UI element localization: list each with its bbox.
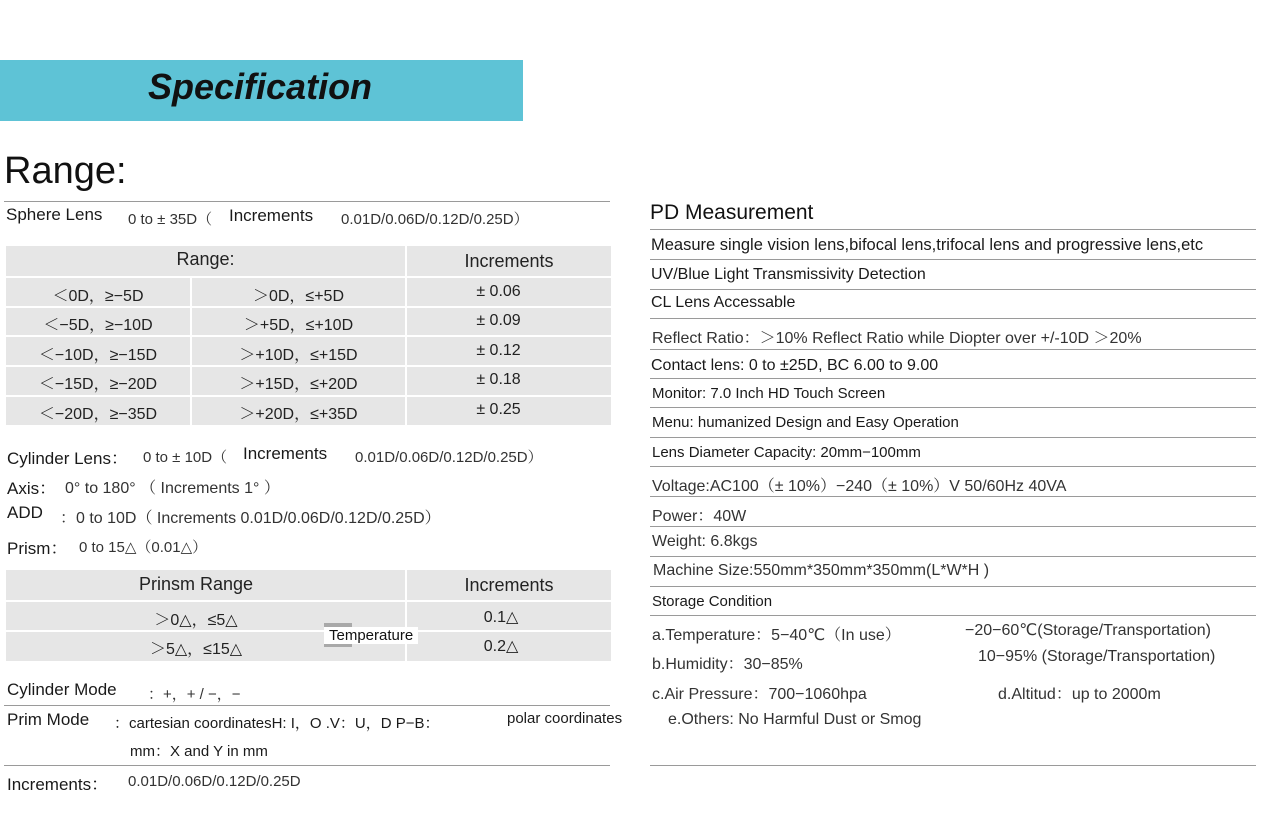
prism-row-2-range: ＞5△，≤15△ <box>149 641 243 658</box>
spec-line-uv: UV/Blue Light Transmissivity Detection <box>651 266 926 283</box>
prism-label: Prism： <box>7 539 68 558</box>
prim-mode-line2: mm：X and Y in mm <box>130 743 268 760</box>
cylinder-mode-value: ：+，+ / −，− <box>148 686 241 703</box>
add-value: ：0 to 10D（ Increments 0.01D/0.06D/0.12D/0.25D） <box>60 510 441 527</box>
table-row-2-pos: ＞+5D，≤+10D <box>243 317 354 334</box>
spec-line-menu: Menu: humanized Design and Easy Operation <box>652 414 959 431</box>
prism-row-1-inc: 0.1△ <box>483 609 519 626</box>
sphere-increments-label: Increments <box>229 206 314 225</box>
table-row-4-neg: ＜−15D，≥−20D <box>38 376 158 393</box>
table-row-4-pos: ＞+15D，≤+20D <box>239 376 358 393</box>
divider <box>650 378 1256 379</box>
table-row-2-inc: ± 0.09 <box>476 312 521 329</box>
spec-line-weight: Weight: 6.8kgs <box>652 533 758 550</box>
spec-line-cl: CL Lens Accessable <box>651 294 796 311</box>
table-row-3-inc: ± 0.12 <box>476 342 521 359</box>
prism-value: 0 to 15△（0.01△） <box>79 539 208 556</box>
table-header-range: Range: <box>176 249 235 269</box>
cylinder-increments-values: 0.01D/0.06D/0.12D/0.25D） <box>355 449 543 466</box>
divider <box>650 407 1256 408</box>
cylinder-increments-label: Increments <box>243 444 328 463</box>
sphere-range: 0 to ± 35D（ <box>128 211 213 228</box>
storage-humidity-in-use: b.Humidity：30−85% <box>652 656 803 673</box>
divider <box>650 526 1256 527</box>
storage-air-pressure: c.Air Pressure：700−1060hpa <box>652 686 867 703</box>
divider <box>650 765 1256 766</box>
spec-line-lens-diameter: Lens Diameter Capacity: 20mm−100mm <box>652 444 921 461</box>
table-row-4-inc: ± 0.18 <box>476 371 521 388</box>
spec-line-lens-types: Measure single vision lens,bifocal lens,trifocal lens and progressive lens,etc <box>651 236 1204 254</box>
divider <box>4 705 610 706</box>
storage-humidity-transport: 10−95% (Storage/Transportation) <box>978 648 1216 665</box>
divider <box>650 615 1256 616</box>
prism-row-1-range: ＞0△，≤5△ <box>154 612 238 629</box>
divider <box>650 586 1256 587</box>
cylinder-range: 0 to ± 10D（ <box>143 449 228 466</box>
cylinder-mode-label: Cylinder Mode <box>7 680 117 699</box>
spec-line-power: Power：40W <box>652 508 747 525</box>
spec-line-voltage: Voltage:AC100（± 10%）−240（± 10%）V 50/60Hz 40VA <box>652 478 1067 495</box>
add-label: ADD <box>7 503 43 522</box>
axis-value: 0° to 180° （ Increments 1° ） <box>65 480 280 497</box>
table-row-5-pos: ＞+20D，≤+35D <box>239 406 358 423</box>
table-header-increments: Increments <box>464 251 554 271</box>
divider <box>650 229 1256 230</box>
prim-mode-line1: ：cartesian coordinatesH: I，O .V：U，D P−B： <box>114 715 440 732</box>
table-row-5-neg: ＜−20D，≥−35D <box>38 406 158 423</box>
divider <box>650 259 1256 260</box>
table-row-2-neg: ＜−5D，≥−10D <box>43 317 153 334</box>
storage-others: e.Others: No Harmful Dust or Smog <box>668 711 922 728</box>
increments-label: Increments： <box>7 775 109 794</box>
table-row-1-inc: ± 0.06 <box>476 283 521 300</box>
divider <box>650 318 1256 319</box>
prim-mode-label: Prim Mode <box>7 710 90 729</box>
cylinder-label: Cylinder Lens： <box>7 449 128 468</box>
prim-mode-polar: polar coordinates <box>507 710 623 727</box>
divider <box>4 765 610 766</box>
spec-line-reflect: Reflect Ratio：＞10% Reflect Ratio while Diopter over +/-10D ＞20% <box>652 330 1142 347</box>
axis-label: Axis： <box>7 479 57 498</box>
table-row-1-pos: ＞0D，≤+5D <box>252 288 345 305</box>
storage-temperature-transport: −20−60℃(Storage/Transportation) <box>965 622 1211 639</box>
sphere-range-table <box>6 246 611 425</box>
sphere-label: Sphere Lens <box>6 205 103 224</box>
divider <box>650 556 1256 557</box>
divider <box>650 496 1256 497</box>
spec-line-storage-condition: Storage Condition <box>652 593 773 610</box>
divider <box>650 466 1256 467</box>
range-heading: Range: <box>4 150 127 192</box>
prism-range-table <box>6 570 611 661</box>
prism-row-2-inc: 0.2△ <box>483 638 519 655</box>
divider <box>4 201 610 202</box>
spec-line-contact: Contact lens: 0 to ±25D, BC 6.00 to 9.00 <box>651 357 939 374</box>
table-row-3-pos: ＞+10D，≤+15D <box>239 347 358 364</box>
temperature-overlay-label: Temperature <box>324 623 418 647</box>
divider <box>650 437 1256 438</box>
spec-line-machine-size: Machine Size:550mm*350mm*350mm(L*W*H ) <box>653 562 990 579</box>
divider <box>650 349 1256 350</box>
table-row-3-neg: ＜−10D，≥−15D <box>38 347 158 364</box>
storage-temperature-in-use: a.Temperature：5−40℃（In use） <box>652 627 901 644</box>
table-row-5-inc: ± 0.25 <box>476 401 521 418</box>
sphere-increments-values: 0.01D/0.06D/0.12D/0.25D） <box>341 211 529 228</box>
spec-line-monitor: Monitor: 7.0 Inch HD Touch Screen <box>652 385 886 402</box>
specification-title: Specification <box>148 66 373 107</box>
storage-altitude: d.Altitud：up to 2000m <box>998 686 1161 703</box>
increments-value: 0.01D/0.06D/0.12D/0.25D <box>128 773 301 790</box>
pd-measurement-title: PD Measurement <box>650 201 814 224</box>
prism-header-increments: Increments <box>464 575 554 595</box>
table-row-1-neg: ＜0D，≥−5D <box>52 288 144 305</box>
divider <box>650 289 1256 290</box>
prism-header-range: Prinsm Range <box>138 574 254 594</box>
